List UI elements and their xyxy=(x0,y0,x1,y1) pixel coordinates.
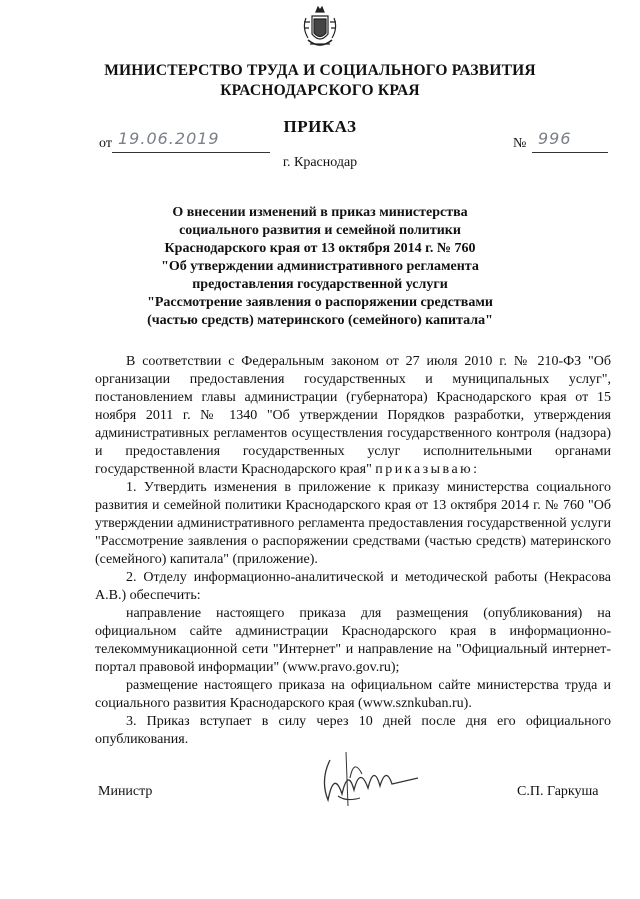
date-underline xyxy=(112,152,270,153)
handwritten-signature-icon xyxy=(290,750,440,808)
subject-line-1: О внесении изменений в приказ министерства xyxy=(172,205,468,220)
order-word: приказываю: xyxy=(375,462,480,477)
subject-line-3: Краснодарского края от 13 октября 2014 г. № 760 xyxy=(164,241,476,256)
signer-position: Министр xyxy=(98,784,153,799)
subject-line-2: социального развития и семейной политики xyxy=(179,223,461,238)
handwritten-number: 996 xyxy=(538,129,572,148)
item-2-paragraph: 2. Отделу информационно-аналитической и методической работы (Некрасова А.В.) обеспечить: xyxy=(95,570,611,603)
number-underline xyxy=(532,152,608,153)
ministry-name-line-2: КРАСНОДАРСКОГО КРАЯ xyxy=(220,82,420,99)
subject-line-6: "Рассмотрение заявления о распоряжении средствами xyxy=(147,295,493,310)
ministry-name-line-1: МИНИСТЕРСТВО ТРУДА И СОЦИАЛЬНОГО РАЗВИТИЯ xyxy=(104,62,536,79)
subject-line-7: (частью средств) материнского (семейного) капитала" xyxy=(147,313,493,328)
subject-line-4: "Об утверждении административного регламента xyxy=(161,259,479,274)
handwritten-date: 19.06.2019 xyxy=(118,129,220,148)
document-type-title: ПРИКАЗ xyxy=(283,117,357,136)
item-3-paragraph: 3. Приказ вступает в силу через 10 дней после дня его официального опубликования. xyxy=(95,714,611,747)
preamble-text: В соответствии с Федеральным законом от 27 июля 2010 г. № 210-ФЗ "Об организации предоставления государственных и муниципальных услуг", постановлением главы администрации (губернатора) Краснодарского края от 15 ноября 2011 г. № 1340 "Об утверждении Порядков разработки, утверждения административных регламентов осуществления государственного контроля (надзора) и предоставления государственных услуг исполнительными органами государственной власти Краснодарского края" xyxy=(95,354,611,477)
item-2a-paragraph: направление настоящего приказа для размещения (опубликования) на официальном сайте администрации Краснодарского края в информационно-телекоммуникационной сети "Интернет" и направление на "Официальный интернет-портал правовой информации" (www.pravo.gov.ru); xyxy=(95,606,611,675)
subject-line-5: предоставления государственной услуги xyxy=(192,277,448,292)
date-prefix: от xyxy=(99,136,112,151)
item-2b-paragraph: размещение настоящего приказа на официальном сайте министерства труда и социального развития Краснодарского края (www.sznkuban.ru). xyxy=(95,678,611,711)
city-name: г. Краснодар xyxy=(282,155,358,170)
number-prefix: № xyxy=(513,136,527,151)
signer-name: С.П. Гаркуша xyxy=(517,784,599,799)
order-body xyxy=(95,353,611,749)
preamble-paragraph xyxy=(95,353,611,479)
item-1-paragraph: 1. Утвердить изменения в приложение к приказу министерства социального развития и семейной политики Краснодарского края от 13 октября 2014 г. № 760 "Об утверждении административного регламента предоставления государственной услуги "Рассмотрение заявления о распоряжении средствами (частью средств) материнского (семейного) капитала" (приложение). xyxy=(95,480,611,567)
coat-of-arms-icon xyxy=(300,4,340,52)
